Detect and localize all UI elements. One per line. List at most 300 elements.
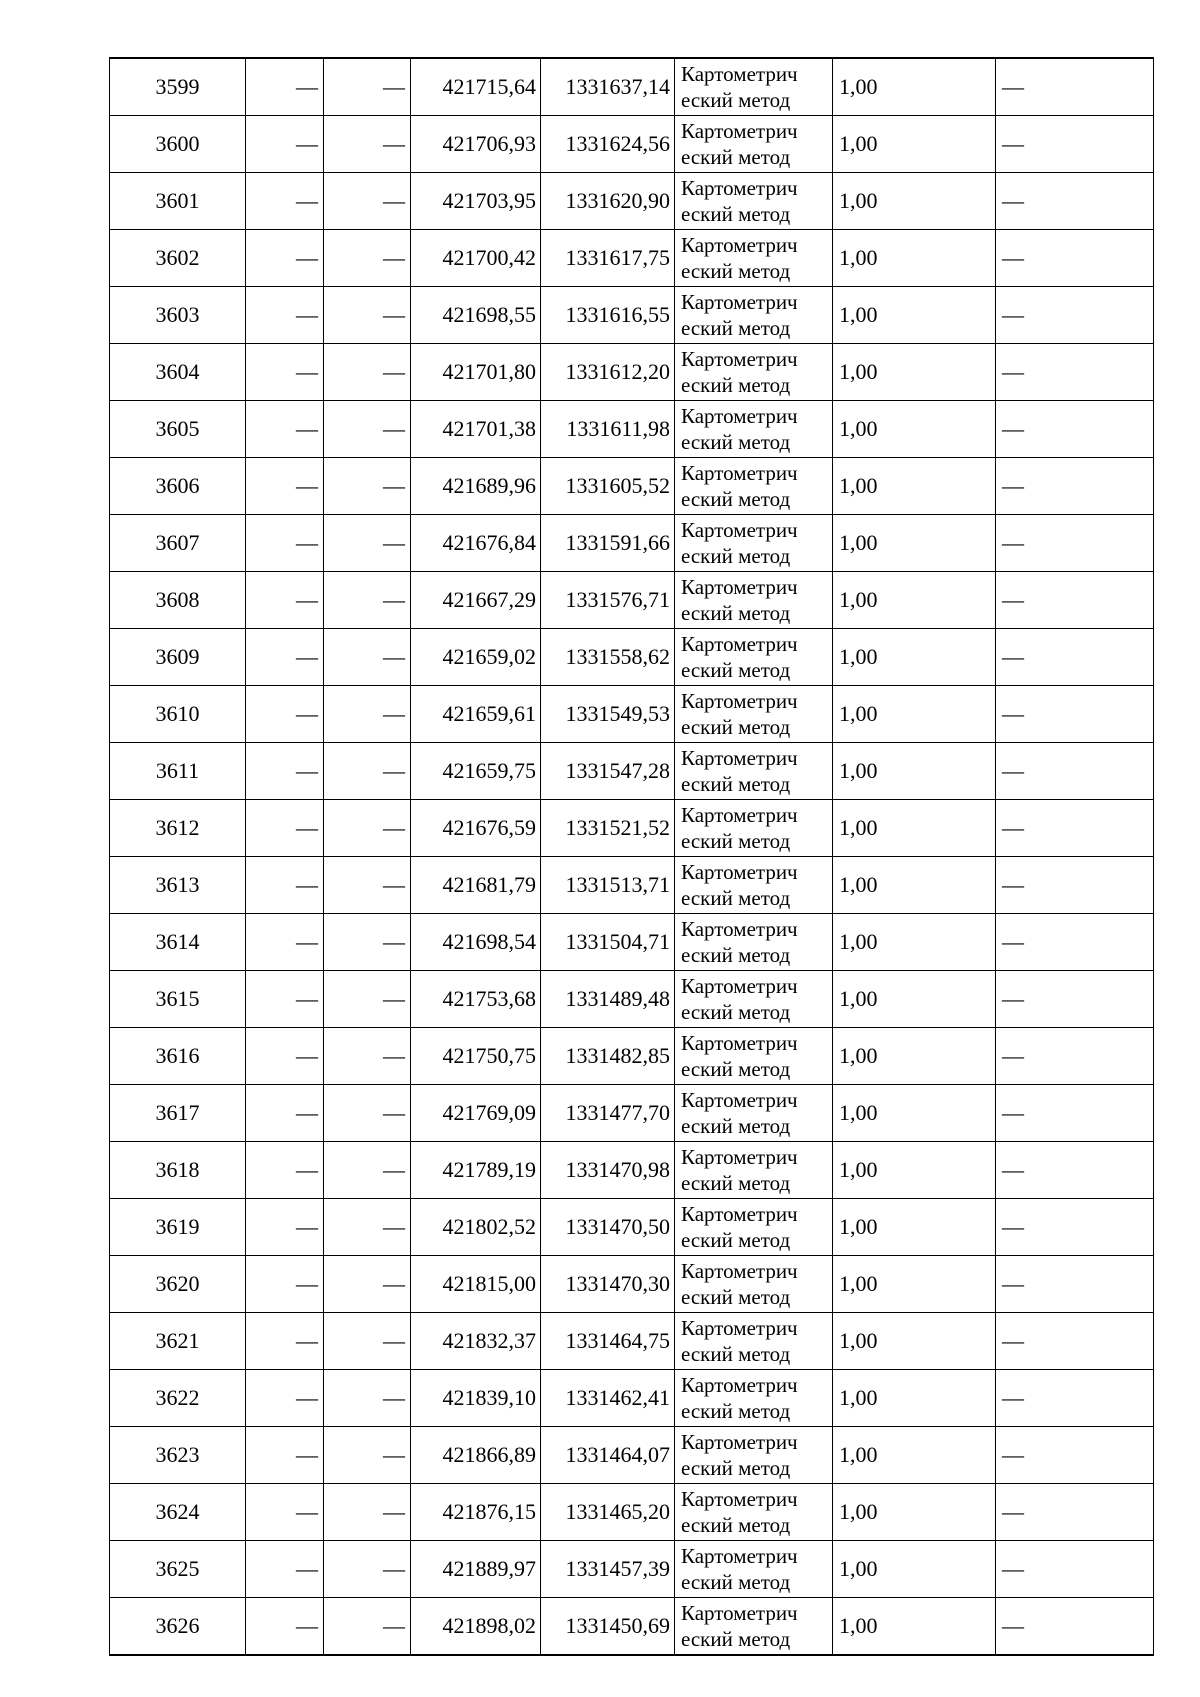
empty-value-cell: — xyxy=(246,1313,324,1370)
y-coordinate-cell: 1331470,30 xyxy=(541,1256,675,1313)
method-line-2: еский метод xyxy=(681,1513,791,1537)
y-coordinate-cell: 1331521,52 xyxy=(541,800,675,857)
method-line-1: Картометрич xyxy=(681,233,798,257)
empty-value-cell: — xyxy=(246,1256,324,1313)
point-number-cell: 3601 xyxy=(110,173,246,230)
empty-value-cell: — xyxy=(324,287,411,344)
y-coordinate-cell: 1331513,71 xyxy=(541,857,675,914)
method-line-2: еский метод xyxy=(681,544,791,568)
method-cell xyxy=(675,287,833,344)
method-line-1: Картометрич xyxy=(681,632,798,656)
point-number-cell: 3613 xyxy=(110,857,246,914)
accuracy-cell: 1,00 xyxy=(833,287,996,344)
empty-value-cell: — xyxy=(324,58,411,116)
point-number-cell: 3612 xyxy=(110,800,246,857)
y-coordinate-cell: 1331605,52 xyxy=(541,458,675,515)
method-cell xyxy=(675,230,833,287)
description-cell: — xyxy=(996,515,1154,572)
table-row xyxy=(110,344,1154,401)
accuracy-cell: 1,00 xyxy=(833,116,996,173)
method-line-2: еский метод xyxy=(681,487,791,511)
empty-value-cell: — xyxy=(246,401,324,458)
description-cell: — xyxy=(996,1541,1154,1598)
table-row xyxy=(110,515,1154,572)
y-coordinate-cell: 1331457,39 xyxy=(541,1541,675,1598)
x-coordinate-cell: 421689,96 xyxy=(411,458,541,515)
method-line-2: еский метод xyxy=(681,259,791,283)
accuracy-cell: 1,00 xyxy=(833,1484,996,1541)
method-line-2: еский метод xyxy=(681,430,791,454)
y-coordinate-cell: 1331547,28 xyxy=(541,743,675,800)
table-row xyxy=(110,116,1154,173)
table-row xyxy=(110,1085,1154,1142)
point-number-cell: 3622 xyxy=(110,1370,246,1427)
description-cell: — xyxy=(996,1370,1154,1427)
point-number-cell: 3618 xyxy=(110,1142,246,1199)
point-number-cell: 3617 xyxy=(110,1085,246,1142)
method-line-1: Картометрич xyxy=(681,461,798,485)
method-line-1: Картометрич xyxy=(681,917,798,941)
x-coordinate-cell: 421676,59 xyxy=(411,800,541,857)
method-line-1: Картометрич xyxy=(681,518,798,542)
accuracy-cell: 1,00 xyxy=(833,344,996,401)
accuracy-cell: 1,00 xyxy=(833,686,996,743)
x-coordinate-cell: 421753,68 xyxy=(411,971,541,1028)
table-row xyxy=(110,173,1154,230)
point-number-cell: 3608 xyxy=(110,572,246,629)
method-line-2: еский метод xyxy=(681,1171,791,1195)
y-coordinate-cell: 1331477,70 xyxy=(541,1085,675,1142)
x-coordinate-cell: 421659,61 xyxy=(411,686,541,743)
empty-value-cell: — xyxy=(246,458,324,515)
empty-value-cell: — xyxy=(324,458,411,515)
accuracy-cell: 1,00 xyxy=(833,971,996,1028)
accuracy-cell: 1,00 xyxy=(833,1370,996,1427)
method-line-2: еский метод xyxy=(681,1456,791,1480)
method-line-2: еский метод xyxy=(681,202,791,226)
empty-value-cell: — xyxy=(246,743,324,800)
method-cell xyxy=(675,1028,833,1085)
method-line-2: еский метод xyxy=(681,1342,791,1366)
empty-value-cell: — xyxy=(324,686,411,743)
method-line-2: еский метод xyxy=(681,145,791,169)
method-cell xyxy=(675,1541,833,1598)
accuracy-cell: 1,00 xyxy=(833,1142,996,1199)
x-coordinate-cell: 421698,54 xyxy=(411,914,541,971)
method-line-1: Картометрич xyxy=(681,803,798,827)
point-number-cell: 3599 xyxy=(110,58,246,116)
description-cell: — xyxy=(996,629,1154,686)
method-cell xyxy=(675,971,833,1028)
method-cell xyxy=(675,344,833,401)
empty-value-cell: — xyxy=(324,515,411,572)
empty-value-cell: — xyxy=(324,743,411,800)
point-number-cell: 3626 xyxy=(110,1598,246,1656)
method-line-1: Картометрич xyxy=(681,404,798,428)
x-coordinate-cell: 421889,97 xyxy=(411,1541,541,1598)
accuracy-cell: 1,00 xyxy=(833,401,996,458)
point-number-cell: 3616 xyxy=(110,1028,246,1085)
description-cell: — xyxy=(996,1256,1154,1313)
description-cell: — xyxy=(996,914,1154,971)
table-row xyxy=(110,1541,1154,1598)
description-cell: — xyxy=(996,800,1154,857)
table-row xyxy=(110,914,1154,971)
method-line-2: еский метод xyxy=(681,601,791,625)
accuracy-cell: 1,00 xyxy=(833,1085,996,1142)
method-line-1: Картометрич xyxy=(681,1145,798,1169)
x-coordinate-cell: 421659,02 xyxy=(411,629,541,686)
table-row xyxy=(110,1427,1154,1484)
method-cell xyxy=(675,173,833,230)
point-number-cell: 3620 xyxy=(110,1256,246,1313)
accuracy-cell: 1,00 xyxy=(833,1256,996,1313)
method-line-1: Картометрич xyxy=(681,1316,798,1340)
method-cell xyxy=(675,800,833,857)
x-coordinate-cell: 421898,02 xyxy=(411,1598,541,1656)
accuracy-cell: 1,00 xyxy=(833,800,996,857)
coordinates-table xyxy=(109,57,1154,1656)
point-number-cell: 3625 xyxy=(110,1541,246,1598)
table-row xyxy=(110,1256,1154,1313)
method-line-2: еский метод xyxy=(681,88,791,112)
description-cell: — xyxy=(996,971,1154,1028)
description-cell: — xyxy=(996,1427,1154,1484)
table-row xyxy=(110,1313,1154,1370)
y-coordinate-cell: 1331637,14 xyxy=(541,58,675,116)
x-coordinate-cell: 421750,75 xyxy=(411,1028,541,1085)
x-coordinate-cell: 421667,29 xyxy=(411,572,541,629)
x-coordinate-cell: 421839,10 xyxy=(411,1370,541,1427)
empty-value-cell: — xyxy=(246,230,324,287)
y-coordinate-cell: 1331612,20 xyxy=(541,344,675,401)
x-coordinate-cell: 421715,64 xyxy=(411,58,541,116)
x-coordinate-cell: 421706,93 xyxy=(411,116,541,173)
method-cell xyxy=(675,1085,833,1142)
accuracy-cell: 1,00 xyxy=(833,1427,996,1484)
description-cell: — xyxy=(996,173,1154,230)
method-line-1: Картометрич xyxy=(681,1031,798,1055)
point-number-cell: 3623 xyxy=(110,1427,246,1484)
empty-value-cell: — xyxy=(246,914,324,971)
x-coordinate-cell: 421701,38 xyxy=(411,401,541,458)
empty-value-cell: — xyxy=(246,1028,324,1085)
description-cell: — xyxy=(996,116,1154,173)
description-cell: — xyxy=(996,1199,1154,1256)
table-row xyxy=(110,401,1154,458)
method-line-1: Картометрич xyxy=(681,119,798,143)
x-coordinate-cell: 421789,19 xyxy=(411,1142,541,1199)
empty-value-cell: — xyxy=(246,800,324,857)
empty-value-cell: — xyxy=(246,287,324,344)
method-cell xyxy=(675,401,833,458)
point-number-cell: 3600 xyxy=(110,116,246,173)
accuracy-cell: 1,00 xyxy=(833,1313,996,1370)
point-number-cell: 3619 xyxy=(110,1199,246,1256)
empty-value-cell: — xyxy=(324,800,411,857)
table-row xyxy=(110,1598,1154,1656)
description-cell: — xyxy=(996,458,1154,515)
empty-value-cell: — xyxy=(246,58,324,116)
accuracy-cell: 1,00 xyxy=(833,572,996,629)
method-line-1: Картометрич xyxy=(681,746,798,770)
empty-value-cell: — xyxy=(324,971,411,1028)
description-cell: — xyxy=(996,1484,1154,1541)
table-row xyxy=(110,686,1154,743)
empty-value-cell: — xyxy=(324,344,411,401)
table-row xyxy=(110,971,1154,1028)
empty-value-cell: — xyxy=(324,572,411,629)
y-coordinate-cell: 1331465,20 xyxy=(541,1484,675,1541)
empty-value-cell: — xyxy=(324,173,411,230)
method-line-2: еский метод xyxy=(681,1399,791,1423)
method-cell xyxy=(675,1256,833,1313)
x-coordinate-cell: 421676,84 xyxy=(411,515,541,572)
method-cell xyxy=(675,58,833,116)
method-line-2: еский метод xyxy=(681,886,791,910)
table-row xyxy=(110,572,1154,629)
empty-value-cell: — xyxy=(324,857,411,914)
y-coordinate-cell: 1331470,98 xyxy=(541,1142,675,1199)
y-coordinate-cell: 1331558,62 xyxy=(541,629,675,686)
method-line-2: еский метод xyxy=(681,772,791,796)
method-line-1: Картометрич xyxy=(681,1487,798,1511)
method-line-1: Картометрич xyxy=(681,860,798,884)
description-cell: — xyxy=(996,1598,1154,1656)
empty-value-cell: — xyxy=(324,1370,411,1427)
method-cell xyxy=(675,743,833,800)
table-row xyxy=(110,1142,1154,1199)
method-cell xyxy=(675,116,833,173)
point-number-cell: 3614 xyxy=(110,914,246,971)
x-coordinate-cell: 421698,55 xyxy=(411,287,541,344)
description-cell: — xyxy=(996,686,1154,743)
table-row xyxy=(110,629,1154,686)
empty-value-cell: — xyxy=(324,914,411,971)
point-number-cell: 3607 xyxy=(110,515,246,572)
empty-value-cell: — xyxy=(246,629,324,686)
accuracy-cell: 1,00 xyxy=(833,230,996,287)
x-coordinate-cell: 421703,95 xyxy=(411,173,541,230)
empty-value-cell: — xyxy=(246,1484,324,1541)
x-coordinate-cell: 421802,52 xyxy=(411,1199,541,1256)
method-line-2: еский метод xyxy=(681,829,791,853)
method-cell xyxy=(675,629,833,686)
empty-value-cell: — xyxy=(246,1199,324,1256)
method-line-1: Картометрич xyxy=(681,1373,798,1397)
empty-value-cell: — xyxy=(246,971,324,1028)
empty-value-cell: — xyxy=(324,116,411,173)
accuracy-cell: 1,00 xyxy=(833,1028,996,1085)
description-cell: — xyxy=(996,572,1154,629)
method-line-2: еский метод xyxy=(681,316,791,340)
table-row xyxy=(110,1028,1154,1085)
description-cell: — xyxy=(996,1313,1154,1370)
method-line-1: Картометрич xyxy=(681,1544,798,1568)
accuracy-cell: 1,00 xyxy=(833,1598,996,1656)
method-cell xyxy=(675,572,833,629)
description-cell: — xyxy=(996,58,1154,116)
x-coordinate-cell: 421659,75 xyxy=(411,743,541,800)
x-coordinate-cell: 421681,79 xyxy=(411,857,541,914)
method-line-1: Картометрич xyxy=(681,1430,798,1454)
method-line-1: Картометрич xyxy=(681,689,798,713)
table-row xyxy=(110,800,1154,857)
empty-value-cell: — xyxy=(246,1085,324,1142)
method-line-2: еский метод xyxy=(681,373,791,397)
y-coordinate-cell: 1331482,85 xyxy=(541,1028,675,1085)
method-line-1: Картометрич xyxy=(681,575,798,599)
table-row xyxy=(110,58,1154,116)
point-number-cell: 3603 xyxy=(110,287,246,344)
method-cell xyxy=(675,857,833,914)
point-number-cell: 3611 xyxy=(110,743,246,800)
empty-value-cell: — xyxy=(246,1142,324,1199)
empty-value-cell: — xyxy=(246,857,324,914)
description-cell: — xyxy=(996,1085,1154,1142)
empty-value-cell: — xyxy=(324,1142,411,1199)
y-coordinate-cell: 1331489,48 xyxy=(541,971,675,1028)
point-number-cell: 3610 xyxy=(110,686,246,743)
method-cell xyxy=(675,914,833,971)
method-line-2: еский метод xyxy=(681,658,791,682)
x-coordinate-cell: 421815,00 xyxy=(411,1256,541,1313)
empty-value-cell: — xyxy=(246,1598,324,1656)
empty-value-cell: — xyxy=(246,116,324,173)
description-cell: — xyxy=(996,287,1154,344)
y-coordinate-cell: 1331462,41 xyxy=(541,1370,675,1427)
y-coordinate-cell: 1331450,69 xyxy=(541,1598,675,1656)
point-number-cell: 3615 xyxy=(110,971,246,1028)
empty-value-cell: — xyxy=(246,1427,324,1484)
description-cell: — xyxy=(996,401,1154,458)
description-cell: — xyxy=(996,230,1154,287)
table-row xyxy=(110,458,1154,515)
empty-value-cell: — xyxy=(246,686,324,743)
accuracy-cell: 1,00 xyxy=(833,58,996,116)
method-line-2: еский метод xyxy=(681,1570,791,1594)
empty-value-cell: — xyxy=(246,515,324,572)
method-line-1: Картометрич xyxy=(681,974,798,998)
y-coordinate-cell: 1331617,75 xyxy=(541,230,675,287)
x-coordinate-cell: 421769,09 xyxy=(411,1085,541,1142)
point-number-cell: 3621 xyxy=(110,1313,246,1370)
point-number-cell: 3609 xyxy=(110,629,246,686)
empty-value-cell: — xyxy=(246,344,324,401)
description-cell: — xyxy=(996,857,1154,914)
table-row xyxy=(110,287,1154,344)
accuracy-cell: 1,00 xyxy=(833,173,996,230)
y-coordinate-cell: 1331620,90 xyxy=(541,173,675,230)
y-coordinate-cell: 1331611,98 xyxy=(541,401,675,458)
method-line-1: Картометрич xyxy=(681,1601,798,1625)
method-line-2: еский метод xyxy=(681,715,791,739)
x-coordinate-cell: 421866,89 xyxy=(411,1427,541,1484)
method-cell xyxy=(675,458,833,515)
x-coordinate-cell: 421700,42 xyxy=(411,230,541,287)
method-cell xyxy=(675,1313,833,1370)
method-line-2: еский метод xyxy=(681,1228,791,1252)
point-number-cell: 3605 xyxy=(110,401,246,458)
method-line-1: Картометрич xyxy=(681,1259,798,1283)
table-row xyxy=(110,1484,1154,1541)
accuracy-cell: 1,00 xyxy=(833,629,996,686)
method-cell xyxy=(675,1484,833,1541)
method-line-2: еский метод xyxy=(681,1285,791,1309)
accuracy-cell: 1,00 xyxy=(833,857,996,914)
empty-value-cell: — xyxy=(324,629,411,686)
description-cell: — xyxy=(996,344,1154,401)
x-coordinate-cell: 421832,37 xyxy=(411,1313,541,1370)
method-line-2: еский метод xyxy=(681,1000,791,1024)
method-cell xyxy=(675,1142,833,1199)
y-coordinate-cell: 1331549,53 xyxy=(541,686,675,743)
method-line-2: еский метод xyxy=(681,1627,791,1651)
empty-value-cell: — xyxy=(324,1199,411,1256)
empty-value-cell: — xyxy=(324,1085,411,1142)
empty-value-cell: — xyxy=(324,1598,411,1656)
y-coordinate-cell: 1331504,71 xyxy=(541,914,675,971)
point-number-cell: 3624 xyxy=(110,1484,246,1541)
accuracy-cell: 1,00 xyxy=(833,458,996,515)
empty-value-cell: — xyxy=(246,1541,324,1598)
method-cell xyxy=(675,1427,833,1484)
accuracy-cell: 1,00 xyxy=(833,515,996,572)
table-row xyxy=(110,857,1154,914)
empty-value-cell: — xyxy=(246,173,324,230)
method-line-2: еский метод xyxy=(681,943,791,967)
method-line-1: Картометрич xyxy=(681,1202,798,1226)
x-coordinate-cell: 421701,80 xyxy=(411,344,541,401)
method-line-1: Картометрич xyxy=(681,1088,798,1112)
empty-value-cell: — xyxy=(324,401,411,458)
y-coordinate-cell: 1331616,55 xyxy=(541,287,675,344)
description-cell: — xyxy=(996,1142,1154,1199)
y-coordinate-cell: 1331576,71 xyxy=(541,572,675,629)
empty-value-cell: — xyxy=(324,1028,411,1085)
point-number-cell: 3602 xyxy=(110,230,246,287)
empty-value-cell: — xyxy=(246,1370,324,1427)
empty-value-cell: — xyxy=(246,572,324,629)
empty-value-cell: — xyxy=(324,1313,411,1370)
table-row xyxy=(110,743,1154,800)
accuracy-cell: 1,00 xyxy=(833,1541,996,1598)
y-coordinate-cell: 1331591,66 xyxy=(541,515,675,572)
method-line-1: Картометрич xyxy=(681,347,798,371)
method-line-1: Картометрич xyxy=(681,176,798,200)
description-cell: — xyxy=(996,743,1154,800)
empty-value-cell: — xyxy=(324,1256,411,1313)
y-coordinate-cell: 1331470,50 xyxy=(541,1199,675,1256)
point-number-cell: 3606 xyxy=(110,458,246,515)
y-coordinate-cell: 1331464,75 xyxy=(541,1313,675,1370)
y-coordinate-cell: 1331464,07 xyxy=(541,1427,675,1484)
empty-value-cell: — xyxy=(324,1484,411,1541)
accuracy-cell: 1,00 xyxy=(833,743,996,800)
table-row xyxy=(110,1199,1154,1256)
empty-value-cell: — xyxy=(324,1427,411,1484)
method-cell xyxy=(675,1199,833,1256)
method-cell xyxy=(675,686,833,743)
method-line-2: еский метод xyxy=(681,1114,791,1138)
method-line-2: еский метод xyxy=(681,1057,791,1081)
empty-value-cell: — xyxy=(324,1541,411,1598)
method-cell xyxy=(675,1598,833,1656)
accuracy-cell: 1,00 xyxy=(833,914,996,971)
method-cell xyxy=(675,1370,833,1427)
empty-value-cell: — xyxy=(324,230,411,287)
method-line-1: Картометрич xyxy=(681,290,798,314)
